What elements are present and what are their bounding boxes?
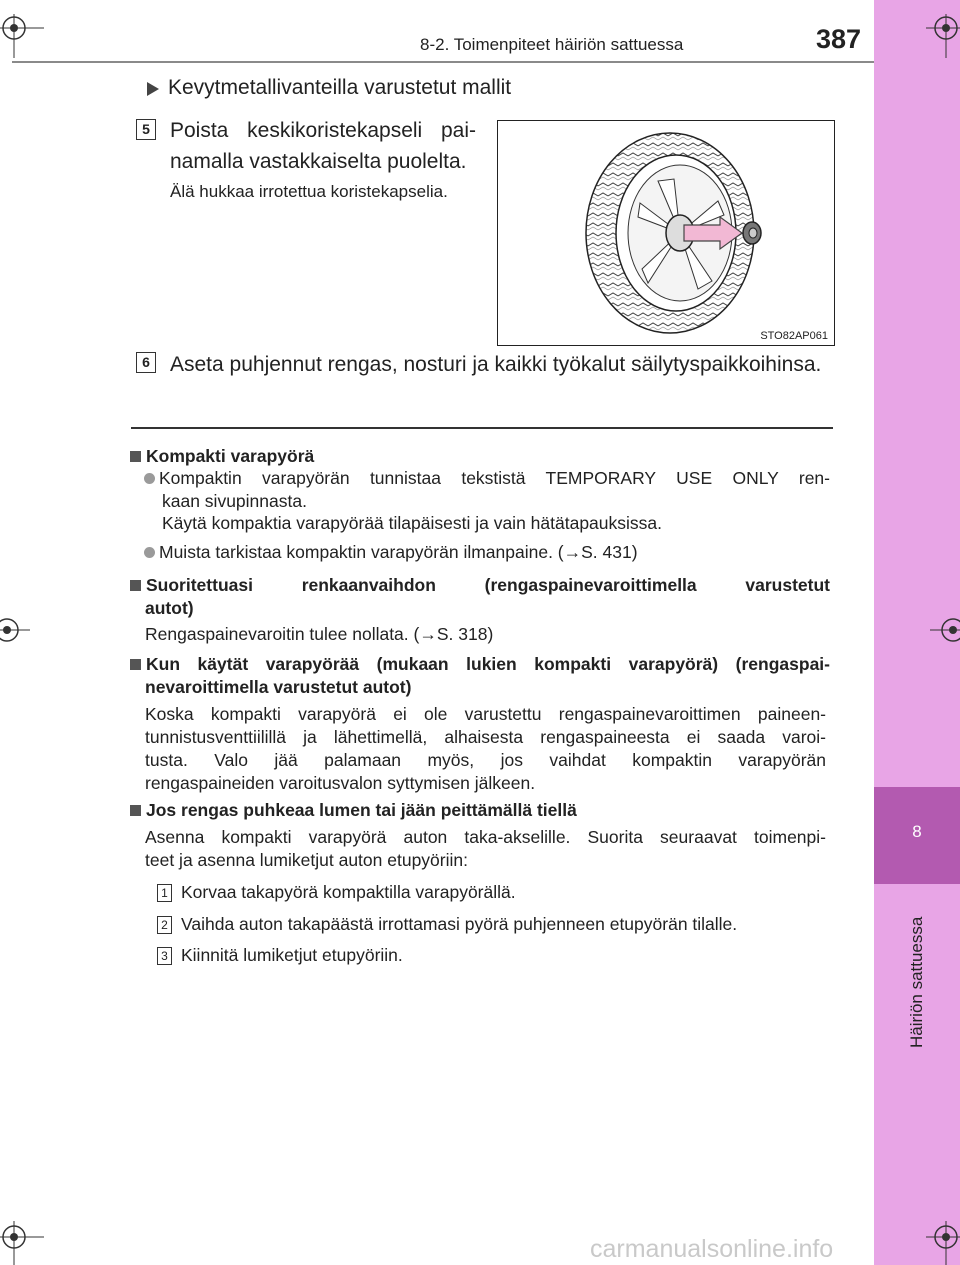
spare-use-line-2: tunnistusventtiilillä ja lähettimellä, alhaisesta rengaspaineesta ei saada varoi- <box>145 727 826 747</box>
snow-step-1-text: Korvaa takapyörä kompaktilla varapyörällä. <box>181 882 516 902</box>
after-change-text: Rengaspainevaroitin tulee nollata. (→S. 318) <box>145 624 494 644</box>
spare-use-line-4: rengaspaineiden varoitusvalon syttymisen jälkeen. <box>145 773 536 793</box>
spare-use-heading <box>130 652 830 676</box>
figure-code: STO82AP061 <box>760 330 828 342</box>
compact-bullet-1-text: Kompaktin varapyörän tunnistaa tekstistä TEMPORARY USE ONLY ren- <box>159 468 830 488</box>
step-5-text: Poista keskikoristekapseli painamalla vastakkaiselta puolelta. <box>170 119 476 173</box>
snow-step-2-text: Vaihda auton takapäästä irrottamasi pyörä puhjenneen etupyörän tilalle. <box>181 914 738 934</box>
triangle-bullet-icon <box>147 82 159 96</box>
compact-spare-heading <box>130 444 830 468</box>
spare-use-title: Kun käytät varapyörää (mukaan lukien kompakti varapyörä) (rengaspai- <box>146 654 830 674</box>
spare-use-heading-line-2: nevaroittimella varustetut autot) <box>145 677 412 697</box>
registration-mark-icon <box>0 1221 44 1265</box>
snow-step-number: 3 <box>157 947 172 965</box>
subheading: Kevytmetallivanteilla varustetut mallit <box>168 76 512 99</box>
snow-heading <box>130 798 830 822</box>
page-number: 387 <box>816 24 862 54</box>
circle-bullet-icon <box>144 547 155 558</box>
chapter-number: 8 <box>912 822 922 841</box>
after-change-title: Suoritettuasi renkaanvaihdon (rengaspainevaroittimella varustetut <box>146 575 830 595</box>
snow-step-3-text: Kiinnitä lumiketjut etupyöriin. <box>181 945 403 965</box>
snow-step-number: 1 <box>157 884 172 902</box>
snow-line-1: Asenna kompakti varapyörä auton taka-akselille. Suorita seuraavat toimenpi- <box>145 827 826 847</box>
compact-spare-title: Kompakti varapyörä <box>146 446 315 466</box>
snow-title: Jos rengas puhkeaa lumen tai jään peittämällä tiellä <box>146 800 577 820</box>
wheel-illustration <box>498 121 834 345</box>
square-bullet-icon <box>130 659 141 670</box>
compact-bullet-1-line-2: kaan sivupinnasta. <box>162 491 307 511</box>
after-change-heading-line-2: autot) <box>145 598 194 618</box>
step-6-text: Aseta puhjennut rengas, nosturi ja kaikki työkalut säilytyspaikkoihinsa. <box>170 353 822 376</box>
wheel-figure <box>497 120 835 346</box>
watermark: carmanualsonline.info <box>590 1235 834 1263</box>
compact-bullet-1-line-3: Käytä kompaktia varapyörää tilapäisesti ja vain hätätapauksissa. <box>162 513 662 533</box>
chapter-title: Häiriön sattuessa <box>907 916 926 1048</box>
square-bullet-icon <box>130 580 141 591</box>
registration-mark-icon <box>0 14 44 58</box>
step-number-5: 5 <box>136 119 156 140</box>
square-bullet-icon <box>130 805 141 816</box>
step-5-note: Älä hukkaa irrotettua koristekapselia. <box>170 182 448 201</box>
spare-use-line-1: Koska kompakti varapyörä ei ole varustettu rengaspainevaroittimen paineen- <box>145 704 826 724</box>
registration-mark-icon <box>926 14 960 58</box>
section-divider <box>131 427 833 429</box>
compact-bullet-2-text: Muista tarkistaa kompaktin varapyörän ilmanpaine. (→S. 431) <box>159 542 638 562</box>
section-header: 8-2. Toimenpiteet häiriön sattuessa <box>420 35 684 54</box>
square-bullet-icon <box>130 451 141 462</box>
compact-bullet-1-line-1 <box>144 466 830 490</box>
after-change-heading <box>130 573 830 597</box>
compact-bullet-2 <box>144 540 830 564</box>
snow-line-2: teet ja asenna lumiketjut auton etupyöriin: <box>145 850 468 870</box>
circle-bullet-icon <box>144 473 155 484</box>
registration-mark-icon <box>926 1221 960 1265</box>
spare-use-line-3: tusta. Valo jää palamaan myös, jos vaihdat kompaktin varapyörän <box>145 750 826 770</box>
registration-mark-icon <box>0 616 30 646</box>
header-rule <box>12 61 874 63</box>
snow-step-number: 2 <box>157 916 172 934</box>
step-number-6: 6 <box>136 352 156 373</box>
registration-mark-icon <box>930 616 960 646</box>
